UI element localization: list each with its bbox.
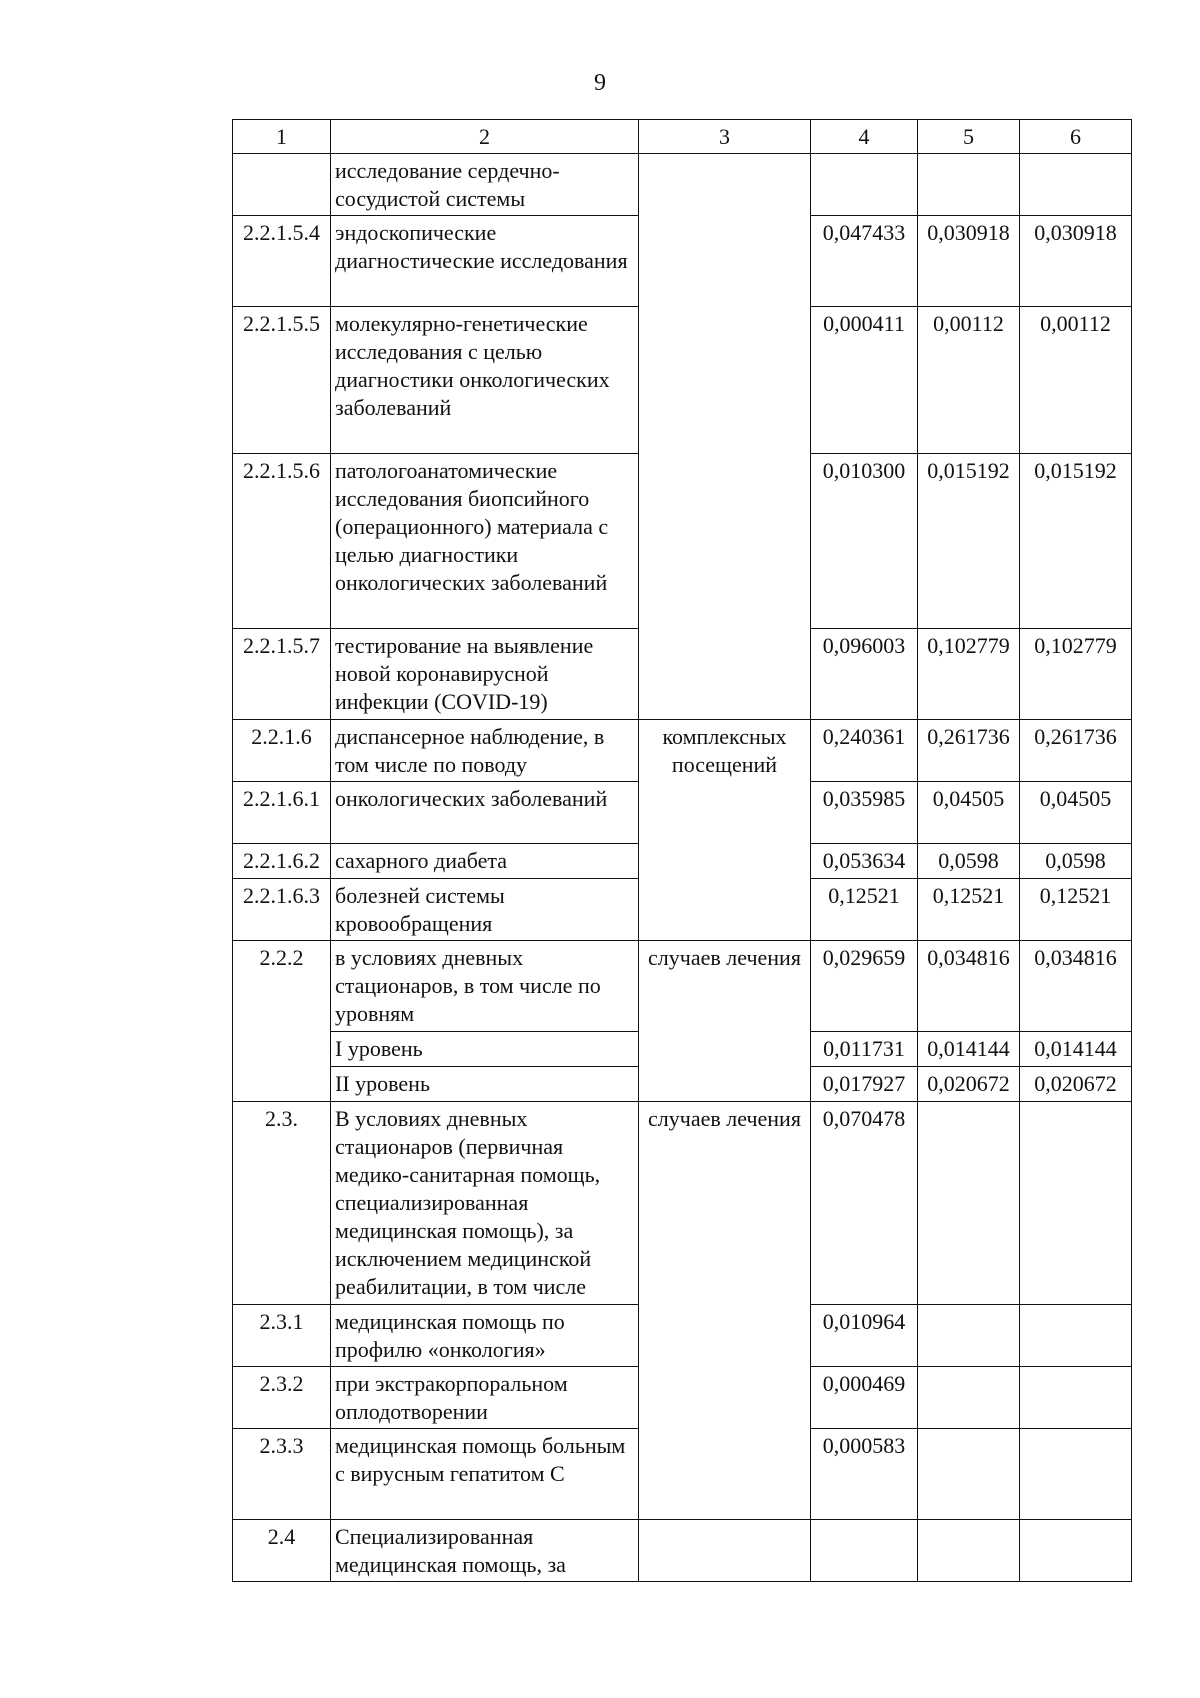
value-cell: 0,00112 — [918, 307, 1020, 454]
value-cell: 0,053634 — [811, 844, 918, 879]
row-code: 2.2.1.5.5 — [233, 307, 331, 454]
row-name: медицинская помощь по профилю «онкология» — [331, 1305, 639, 1367]
value-cell — [1020, 1367, 1132, 1429]
value-cell — [918, 1305, 1020, 1367]
unit-cell: случаев лечения — [639, 941, 811, 1102]
value-cell — [811, 154, 918, 216]
row-name: I уровень — [331, 1032, 639, 1067]
row-name: Специализированная медицинская помощь, за — [331, 1520, 639, 1582]
value-cell: 0,014144 — [918, 1032, 1020, 1067]
norms-table — [232, 119, 1132, 1582]
value-cell: 0,12521 — [918, 879, 1020, 941]
value-cell: 0,030918 — [1020, 216, 1132, 307]
value-cell: 0,000469 — [811, 1367, 918, 1429]
column-header: 3 — [639, 120, 811, 154]
row-name: в условиях дневных стационаров, в том числе по уровням — [331, 941, 639, 1032]
value-cell: 0,240361 — [811, 720, 918, 782]
row-code — [233, 154, 331, 216]
value-cell: 0,015192 — [1020, 454, 1132, 629]
row-name: тестирование на выявление новой коронавирусной инфекции (COVID-19) — [331, 629, 639, 720]
value-cell: 0,029659 — [811, 941, 918, 1032]
value-cell: 0,04505 — [918, 782, 1020, 844]
value-cell: 0,000583 — [811, 1429, 918, 1520]
value-cell — [1020, 154, 1132, 216]
value-cell — [811, 1520, 918, 1582]
row-code: 2.2.1.6.1 — [233, 782, 331, 844]
value-cell: 0,014144 — [1020, 1032, 1132, 1067]
row-name: диспансерное наблюдение, в том числе по поводу — [331, 720, 639, 782]
column-header: 4 — [811, 120, 918, 154]
table-row — [233, 720, 1132, 782]
row-code: 2.3.3 — [233, 1429, 331, 1520]
row-name: молекулярно-генетические исследования с целью диагностики онкологических заболеваний — [331, 307, 639, 454]
table-row — [233, 941, 1132, 1032]
value-cell — [1020, 1102, 1132, 1305]
column-header: 2 — [331, 120, 639, 154]
row-name: В условиях дневных стационаров (первичная медико-санитарная помощь, специализированная медицинская помощь), за исключением медицинской реабилитации, в том числе — [331, 1102, 639, 1305]
row-code: 2.2.1.6.2 — [233, 844, 331, 879]
value-cell: 0,261736 — [1020, 720, 1132, 782]
row-name: исследование сердечно-сосудистой системы — [331, 154, 639, 216]
value-cell: 0,102779 — [918, 629, 1020, 720]
table-header-row — [233, 120, 1132, 154]
value-cell — [918, 1520, 1020, 1582]
row-code: 2.2.1.5.4 — [233, 216, 331, 307]
value-cell: 0,0598 — [918, 844, 1020, 879]
unit-cell — [639, 1520, 811, 1582]
value-cell: 0,017927 — [811, 1067, 918, 1102]
value-cell: 0,0598 — [1020, 844, 1132, 879]
value-cell — [918, 154, 1020, 216]
unit-cell — [639, 154, 811, 720]
row-code: 2.4 — [233, 1520, 331, 1582]
value-cell: 0,096003 — [811, 629, 918, 720]
value-cell: 0,015192 — [918, 454, 1020, 629]
row-code: 2.3. — [233, 1102, 331, 1305]
value-cell — [1020, 1429, 1132, 1520]
row-name: эндоскопические диагностические исследования — [331, 216, 639, 307]
value-cell — [918, 1367, 1020, 1429]
value-cell: 0,035985 — [811, 782, 918, 844]
value-cell — [918, 1102, 1020, 1305]
value-cell: 0,010300 — [811, 454, 918, 629]
value-cell: 0,000411 — [811, 307, 918, 454]
row-code: 2.3.1 — [233, 1305, 331, 1367]
value-cell: 0,12521 — [811, 879, 918, 941]
value-cell: 0,020672 — [918, 1067, 1020, 1102]
value-cell: 0,011731 — [811, 1032, 918, 1067]
row-name: болезней системы кровообращения — [331, 879, 639, 941]
row-name: при экстракорпоральном оплодотворении — [331, 1367, 639, 1429]
column-header: 6 — [1020, 120, 1132, 154]
value-cell: 0,12521 — [1020, 879, 1132, 941]
row-code: 2.2.1.5.7 — [233, 629, 331, 720]
value-cell — [1020, 1520, 1132, 1582]
unit-cell: случаев лечения — [639, 1102, 811, 1520]
value-cell: 0,010964 — [811, 1305, 918, 1367]
row-name: сахарного диабета — [331, 844, 639, 879]
row-code: 2.2.1.6 — [233, 720, 331, 782]
value-cell — [918, 1429, 1020, 1520]
table-row — [233, 1102, 1132, 1305]
column-header: 1 — [233, 120, 331, 154]
value-cell: 0,030918 — [918, 216, 1020, 307]
page-number: 9 — [594, 70, 606, 96]
row-code: 2.3.2 — [233, 1367, 331, 1429]
value-cell: 0,102779 — [1020, 629, 1132, 720]
row-code: 2.2.1.5.6 — [233, 454, 331, 629]
value-cell: 0,070478 — [811, 1102, 918, 1305]
table-row — [233, 1520, 1132, 1582]
value-cell: 0,020672 — [1020, 1067, 1132, 1102]
unit-cell: комплексных посещений — [639, 720, 811, 941]
row-code: 2.2.2 — [233, 941, 331, 1102]
value-cell: 0,00112 — [1020, 307, 1132, 454]
value-cell: 0,261736 — [918, 720, 1020, 782]
value-cell: 0,047433 — [811, 216, 918, 307]
table-row — [233, 154, 1132, 216]
row-name: онкологических заболеваний — [331, 782, 639, 844]
row-code: 2.2.1.6.3 — [233, 879, 331, 941]
row-name: II уровень — [331, 1067, 639, 1102]
column-header: 5 — [918, 120, 1020, 154]
row-name: медицинская помощь больным с вирусным гепатитом С — [331, 1429, 639, 1520]
value-cell: 0,034816 — [918, 941, 1020, 1032]
value-cell — [1020, 1305, 1132, 1367]
value-cell: 0,034816 — [1020, 941, 1132, 1032]
value-cell: 0,04505 — [1020, 782, 1132, 844]
row-name: патологоанатомические исследования биопсийного (операционного) материала с целью диагностики онкологических заболеваний — [331, 454, 639, 629]
